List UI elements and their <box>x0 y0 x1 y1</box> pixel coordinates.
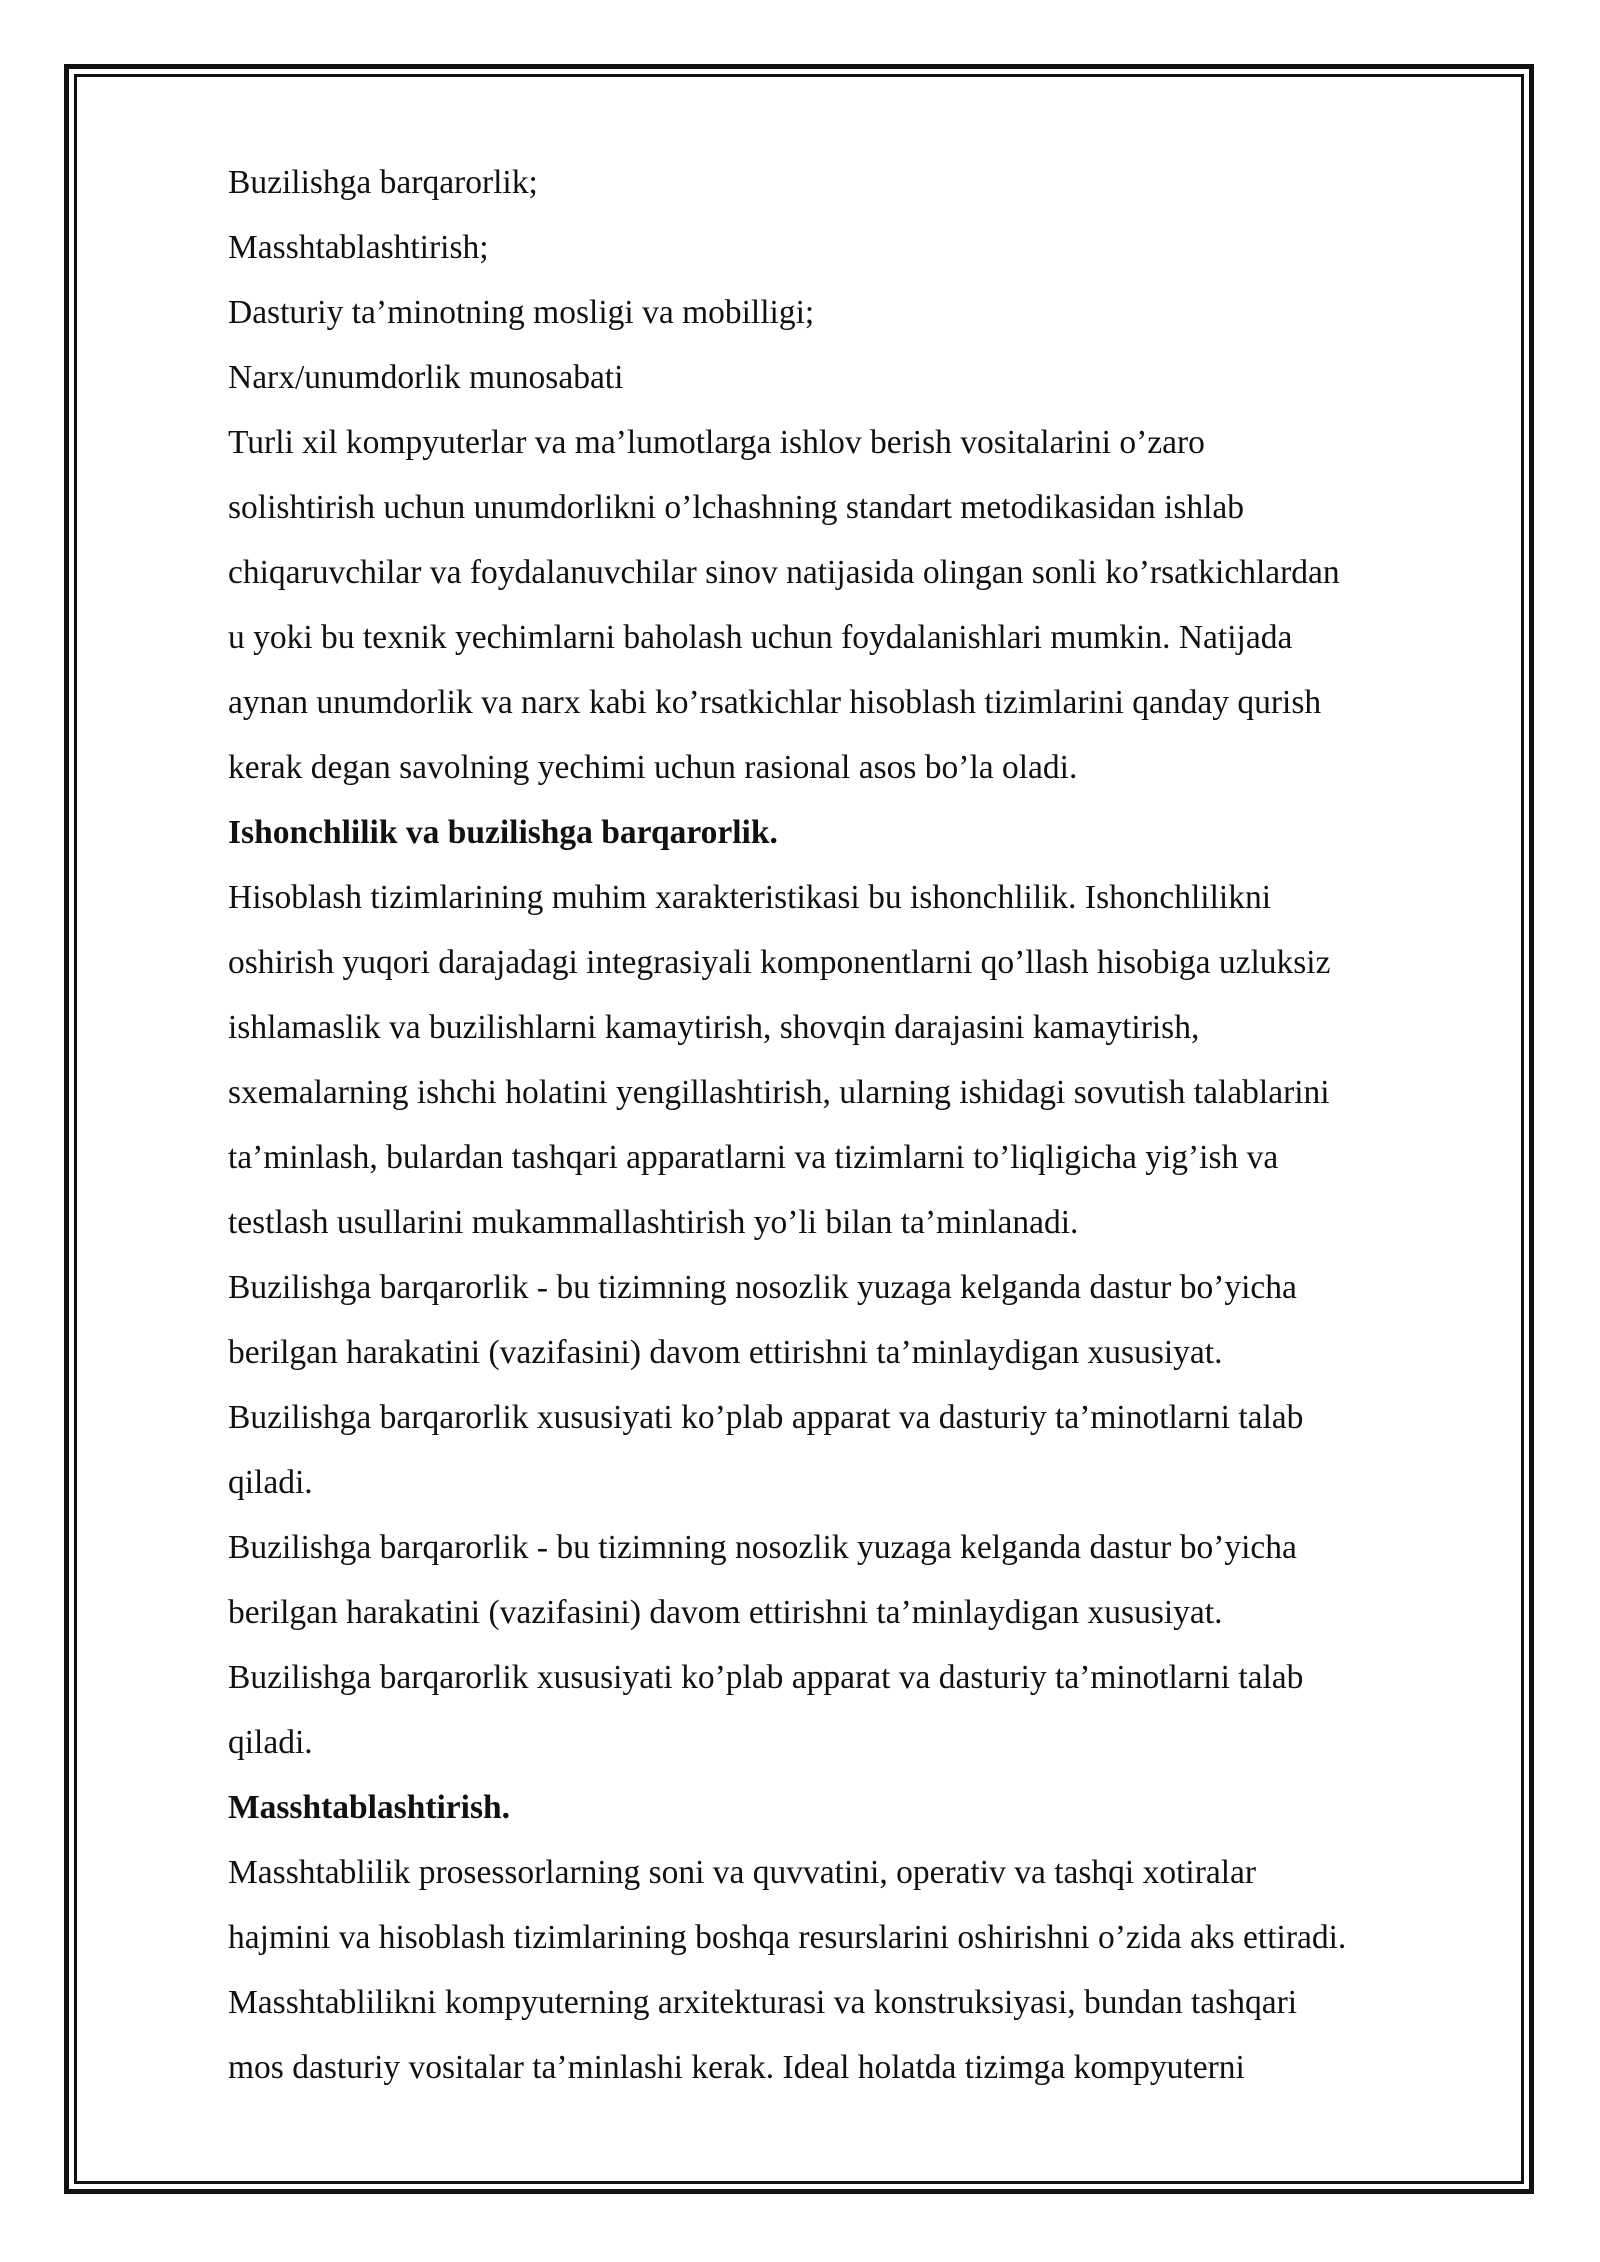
text-line: mos dasturiy vositalar ta’minlashi kerak. Ideal holatda tizimga kompyuterni <box>228 2049 1245 2086</box>
text-line: Buzilishga barqarorlik - bu tizimning nosozlik yuzaga kelganda dastur bo’yicha <box>228 1269 1297 1306</box>
text-line: Masshtablilikni kompyuterning arxitekturasi va konstruksiyasi, bundan tashqari <box>228 1984 1298 2021</box>
text-line: qiladi. <box>228 1464 313 1501</box>
text-line: Buzilishga barqarorlik xususiyati ko’plab apparat va dasturiy ta’minotlarni talab <box>228 1399 1304 1436</box>
text-line: u yoki bu texnik yechimlarni baholash uchun foydalanishlari mumkin. Natijada <box>228 619 1293 656</box>
text-line: ta’minlash, bulardan tashqari apparatlarni va tizimlarni to’liqligicha yig’ish va <box>228 1139 1279 1176</box>
section-heading: Masshtablashtirish. <box>228 1789 511 1826</box>
text-line: qiladi. <box>228 1724 313 1761</box>
text-line: Turli xil kompyuterlar va ma’lumotlarga ishlov berish vositalarini o’zaro <box>228 424 1205 461</box>
text-line: ishlamaslik va buzilishlarni kamaytirish, shovqin darajasini kamaytirish, <box>228 1009 1200 1046</box>
text-line: Narx/unumdorlik munosabati <box>228 359 624 396</box>
text-line: kerak degan savolning yechimi uchun rasional asos bo’la oladi. <box>228 749 1078 786</box>
section-heading: Ishonchlilik va buzilishga barqarorlik. <box>228 814 778 851</box>
text-line: Buzilishga barqarorlik - bu tizimning nosozlik yuzaga kelganda dastur bo’yicha <box>228 1529 1297 1566</box>
document-body <box>228 150 1488 2100</box>
text-line: berilgan harakatini (vazifasini) davom ettirishni ta’minlaydigan xususiyat. <box>228 1334 1223 1371</box>
text-line: Hisoblash tizimlarining muhim xarakteristikasi bu ishonchlilik. Ishonchlilikni <box>228 879 1272 916</box>
text-line: solishtirish uchun unumdorlikni o’lchashning standart metodikasidan ishlab <box>228 489 1245 526</box>
text-line: Buzilishga barqarorlik xususiyati ko’plab apparat va dasturiy ta’minotlarni talab <box>228 1659 1304 1696</box>
text-line: sxemalarning ishchi holatini yengillashtirish, ularning ishidagi sovutish talablarini <box>228 1074 1330 1111</box>
text-line: testlash usullarini mukammallashtirish yo’li bilan ta’minlanadi. <box>228 1204 1079 1241</box>
text-line: Buzilishga barqarorlik; <box>228 164 538 201</box>
text-line: berilgan harakatini (vazifasini) davom ettirishni ta’minlaydigan xususiyat. <box>228 1594 1223 1631</box>
text-line: aynan unumdorlik va narx kabi ko’rsatkichlar hisoblash tizimlarini qanday qurish <box>228 684 1322 721</box>
text-line: Masshtablashtirish; <box>228 229 489 266</box>
text-line: Dasturiy ta’minotning mosligi va mobilligi; <box>228 294 815 331</box>
text-line: Masshtablilik prosessorlarning soni va quvvatini, operativ va tashqi xotiralar <box>228 1854 1257 1891</box>
text-line: chiqaruvchilar va foydalanuvchilar sinov natijasida olingan sonli ko’rsatkichlardan <box>228 554 1340 591</box>
text-line: hajmini va hisoblash tizimlarining boshqa resurslarini oshirishni o’zida aks ettiradi. <box>228 1919 1347 1956</box>
text-line: oshirish yuqori darajadagi integrasiyali komponentlarni qo’llash hisobiga uzluksiz <box>228 944 1331 981</box>
